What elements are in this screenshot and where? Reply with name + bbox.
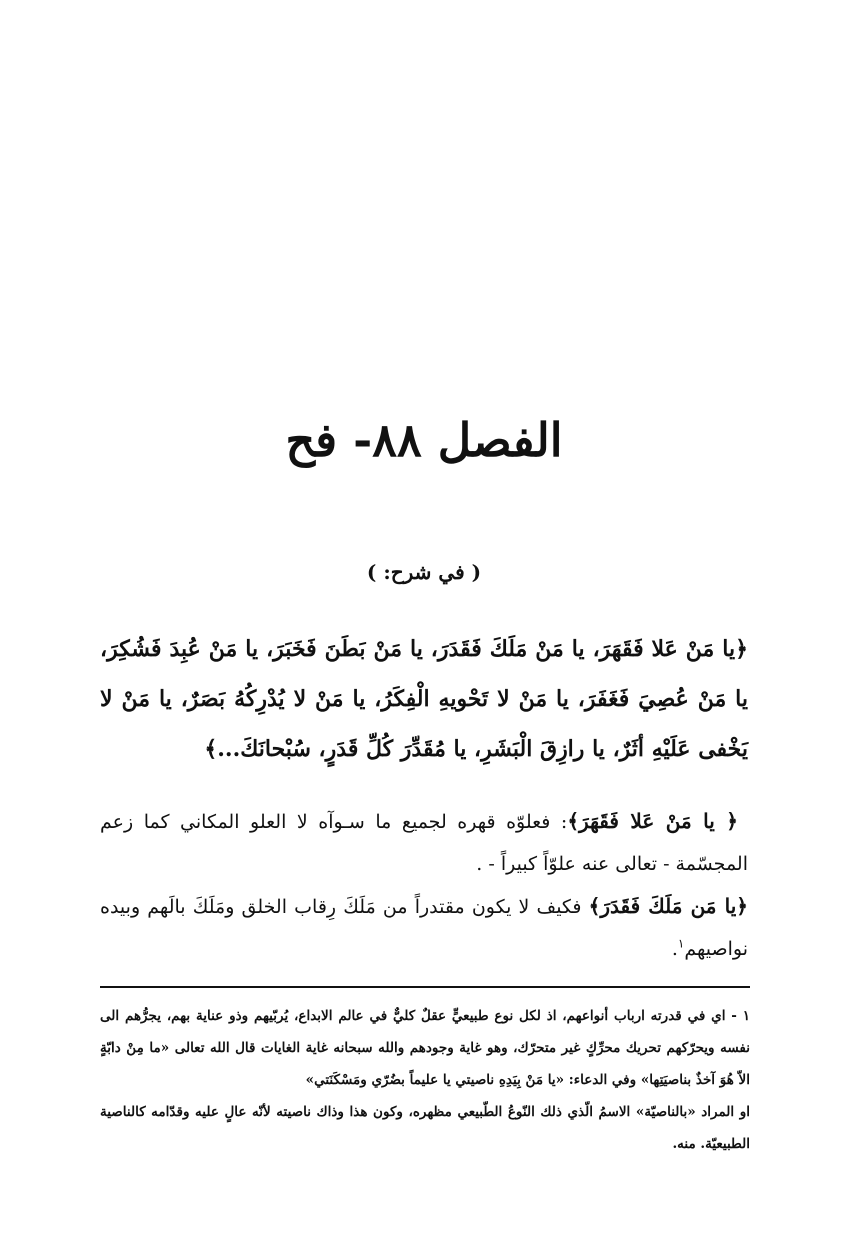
invocation-verse: ﴿يا مَنْ عَلا فَقَهَرَ، يا مَنْ مَلَكَ فَقَدَرَ، يا مَنْ بَطَنَ فَخَبَرَ، يا مَنْ عُبِدَ فَشُكِرَ، يا مَنْ عُصِيَ فَغَفَرَ، يا مَنْ لا تَحْويهِ الْفِكَرُ، يا مَنْ لا يُدْرِكُهُ بَصَرٌ، يا مَنْ لا يَخْفى عَلَيْهِ أثَرٌ، يا رازِقَ الْبَشَرِ، يا مُقَدِّرَ كُلِّ قَدَرٍ، سُبْحانَكَ...﴾ xyxy=(100,636,748,762)
commentary-text: : فعلوّه قهره لجميع ما سـوآه لا العلو المكاني كما زعم المجسّمة - تعالى عنه علوّاً كبيراً - . xyxy=(100,811,748,875)
footnote: ١ - اي في قدرته ارباب أنواعهم، اذ لكل نوع طبيعيٍّ عقلٌ كليٌّ في عالم الابداع، يُربّيهم وذو عناية بهم، يجرُّهم الى نفسه ويحرّكهم تحريك محرِّكٍ غير متحرّك، وهو غاية وجودهم والله سبحانه غاية الغايات قال الله تعالى «ما مِنْ دابّةٍ الاّ هُوَ آخذٌ بناصيَتِها» وفي الدعاء: «يا مَنْ بِيَدِهِ ناصيتي يا عليماً بضُرّي ومَسْكَنَتي» xyxy=(100,1008,750,1088)
commentary xyxy=(100,800,748,970)
subheading: ( في شرح: ) xyxy=(366,560,482,584)
footnote-divider xyxy=(100,986,750,988)
commentary-paragraph: ﴿يا مَن مَلَكَ فَقَدَرَ﴾ فكيف لا يكون مقتدراً من مَلَكَ رِقاب الخلق ومَلَكَ بالَهم وبيده نواصيهم$^١$. xyxy=(100,894,748,960)
quoted-phrase: ﴿ يا مَنْ عَلا فَقَهَرَ﴾ xyxy=(567,809,738,833)
footnote-continuation: او المراد «بالناصيّة» الاسمُ الّذي ذلك النّوعُ الطّبيعي مظهره، وكون هذا وذاك ناصيته لأنّه عالٍ عليه وقدّامه كالناصية الطبيعيّة. منه. xyxy=(100,1104,750,1152)
chapter-title: الفصل ٨٨- فح xyxy=(285,413,563,467)
commentary-paragraph xyxy=(100,800,748,885)
footnotes xyxy=(100,1000,750,1160)
footnote-reference[interactable]: ١ xyxy=(677,936,685,951)
commentary-text: فكيف لا يكون مقتدراً من مَلَكَ رِقاب الخلق ومَلَكَ بالَهم وبيده نواصيهم xyxy=(100,896,748,960)
quoted-phrase: ﴿يا مَن مَلَكَ فَقَدَرَ﴾ xyxy=(588,894,748,918)
